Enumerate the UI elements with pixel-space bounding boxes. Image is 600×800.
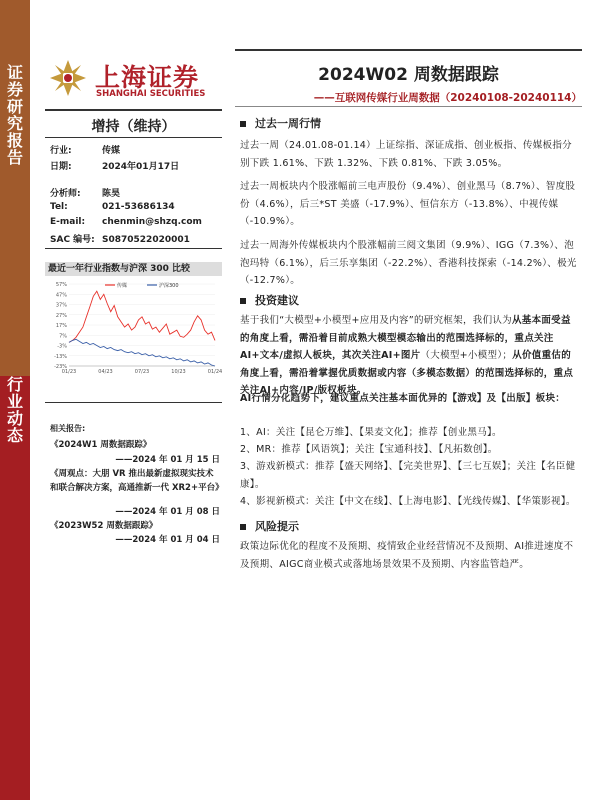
sidebar-category: [0, 376, 30, 800]
legend-label: 传媒: [117, 283, 128, 289]
left-divider-top: [45, 109, 222, 111]
meta-industry-value: 传媒: [102, 146, 121, 156]
x-tick-label: 04/23: [98, 369, 113, 375]
meta-tel-key: Tel:: [50, 202, 68, 212]
y-tick-label: 7%: [59, 333, 67, 340]
x-tick-label: 07/23: [134, 369, 150, 375]
related-report-3-date: ——2024 年 01 月 04 日: [115, 535, 220, 545]
y-tick-label: -23%: [54, 364, 67, 370]
related-report-3[interactable]: 《2023W52 周数据跟踪》: [50, 521, 158, 531]
y-tick-label: 57%: [55, 282, 67, 288]
related-reports-label: 相关报告:: [50, 424, 86, 433]
framework-text: 基于我们“大模型+小模型+应用及内容”的研究框架，我们认为: [240, 315, 512, 326]
rating: 增持（维持）: [91, 119, 176, 135]
x-tick-label: 01/23: [61, 369, 77, 375]
section-title: 风险提示: [255, 520, 299, 533]
related-report-2[interactable]: 《周观点：大朋 VR 推出最新虚拟现实技术和联合解决方案，高通推新一代 XR2+平台》: [50, 469, 224, 493]
framework-bold-1: 从基本面受益的角度上看，需沿着目前成熟大模型模态输出的范围选择标的，重点关注AI+文本/虚拟人板块，其次关注AI+图片: [240, 315, 571, 361]
related-report-1-date: ——2024 年 01 月 15 日: [115, 455, 220, 465]
left-divider-2: [45, 248, 222, 249]
meta-sac-key: SAC 编号:: [50, 235, 95, 245]
y-tick-label: -3%: [57, 343, 67, 350]
meta-date: [50, 159, 179, 172]
report-title: 2024W02 周数据跟踪: [318, 65, 499, 85]
section-title: 过去一周行情: [255, 117, 321, 130]
meta-email-value: chenmin@shzq.com: [102, 217, 202, 227]
series-line-0: [69, 291, 215, 342]
meta-analyst-key: 分析师:: [50, 189, 81, 199]
meta-analyst: [50, 186, 120, 199]
industry-index-chart: [45, 278, 222, 376]
list-item-film: 4、影视新模式：关注【中文在线】、【上海电影】、【光线传媒】、【华策影视】。: [240, 496, 576, 507]
paragraph-overseas-stocks: 过去一周海外传媒板块内个股涨幅前三阅文集团（9.9%）、IGG（7.3%）、泡泡玛特（6.1%），后三乐享集团（-22.2%）、香港科技探索（-14.2%）、极光（-12.7%）。: [240, 240, 577, 286]
left-divider: [45, 137, 222, 138]
list-item-mr: 2、MR：推荐【风语筑】；关注【宝通科技】、【凡拓数创】。: [240, 444, 498, 455]
paragraph-domestic-stocks: 过去一周板块内个股涨幅前三电声股份（9.4%）、创业黑马（8.7%）、智度股份（4.6%），后三*ST 美盛（-17.9%）、恒信东方（-13.8%）、中视传媒（-10.9%）。: [240, 181, 576, 227]
section-title: 投资建议: [255, 294, 299, 307]
brand-logo-icon: [48, 58, 88, 98]
sidebar-top-text: 证券研究报告: [6, 63, 23, 167]
meta-sac: [50, 232, 190, 245]
series-line-1: [69, 339, 215, 366]
meta-date-value: 2024年01月17日: [102, 162, 180, 172]
related-report-1[interactable]: 《2024W1 周数据跟踪》: [50, 440, 152, 450]
section-heading-market: [240, 115, 321, 131]
y-tick-label: -13%: [54, 353, 67, 360]
bullet-square-icon: [240, 524, 246, 530]
y-tick-label: 37%: [55, 302, 67, 309]
paragraph-focus-sectors: AI行情分化趋势下，建议重点关注基本面优异的【游戏】及【出版】板块：: [240, 393, 566, 404]
y-tick-label: 47%: [55, 292, 67, 299]
list-item-ai: 1、AI：关注【昆仑万维】、【果麦文化】；推荐【创业黑马】。: [240, 427, 502, 438]
bullet-square-icon: [240, 298, 246, 304]
left-divider-3: [45, 402, 222, 403]
header-divider: [235, 49, 582, 51]
sidebar-research-report: [0, 0, 30, 376]
meta-tel: [50, 202, 175, 212]
header-divider-bottom: [235, 106, 582, 107]
paragraph-investment-framework: [240, 312, 580, 400]
framework-text-2: （大模型+小模型）；: [420, 350, 513, 361]
y-tick-label: 17%: [55, 323, 67, 329]
section-heading-investment: [240, 292, 299, 308]
section-heading-risk: [240, 518, 299, 534]
meta-analyst-value: 陈昊: [102, 189, 121, 199]
meta-sac-value: S0870522020001: [102, 235, 190, 245]
framework-bold-2: 从价值重估的角度上看，需沿着掌握优质数据或内容（多模态数据）的范围选择标的，重点关注AI+内容/IP/版权板块。: [240, 350, 574, 396]
meta-industry: [50, 143, 120, 156]
brand-name: 上海证券: [95, 63, 200, 92]
x-tick-label: 10/23: [171, 369, 186, 375]
legend-label: 沪深300: [159, 283, 179, 289]
x-tick-label: 01/24: [207, 369, 222, 375]
paragraph-risk: 政策边际优化的程度不及预期、疫情致企业经营情况不及预期、AI推进速度不及预期、AIGC商业模式或落地场景效果不及预期、内容监管趋严。: [240, 541, 574, 570]
bullet-square-icon: [240, 121, 246, 127]
sidebar-bottom-text: 行业动态: [6, 375, 23, 445]
meta-tel-value: 021-53686134: [102, 202, 175, 212]
report-subtitle: ——互联网传媒行业周数据（20240108-20240114）: [313, 92, 582, 104]
chart-title: 最近一年行业指数与沪深 300 比较: [45, 262, 222, 276]
related-report-2-date: ——2024 年 01 月 08 日: [115, 507, 220, 517]
meta-industry-key: 行业:: [50, 146, 72, 156]
paragraph-index-performance: 过去一周（24.01.08-01.14）上证综指、深证成指、创业板指、传媒板指分别下跌 1.61%、下跌 1.32%、下跌 0.81%、下跌 3.05%。: [240, 140, 572, 169]
y-tick-label: 27%: [55, 312, 67, 319]
brand-name-en: SHANGHAI SECURITIES: [96, 89, 206, 99]
list-item-games: 3、游戏新模式：推荐【盛天网络】、【完美世界】、【三七互娱】；关注【名臣健康】。: [240, 461, 576, 490]
meta-email-key: E-mail:: [50, 217, 86, 227]
meta-date-key: 日期:: [50, 162, 72, 172]
meta-email: [50, 217, 202, 227]
